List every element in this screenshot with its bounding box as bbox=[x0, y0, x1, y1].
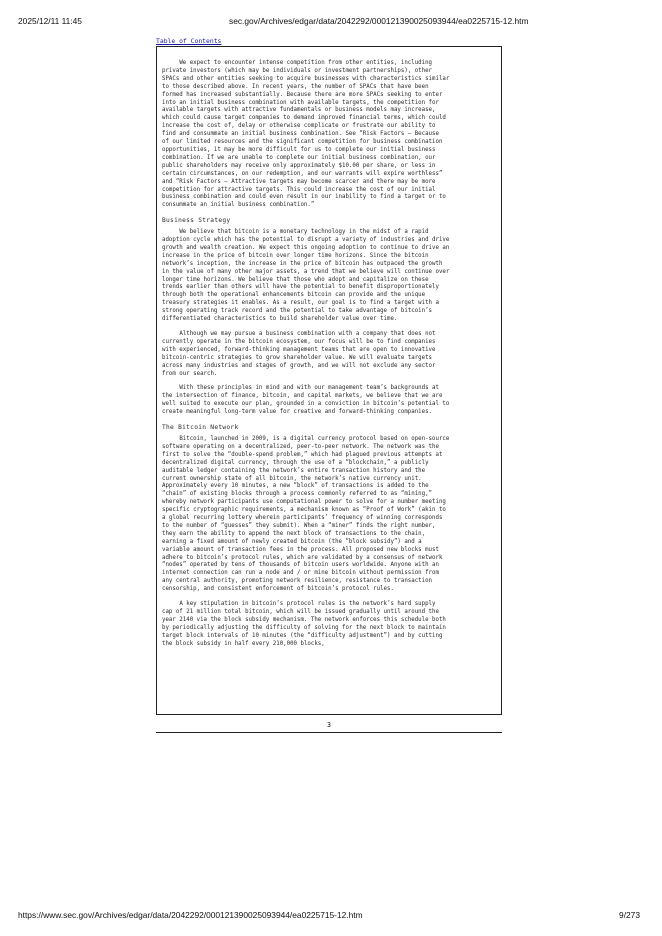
paragraph-competition: We expect to encounter intense competition from other entities, including private investors (which may be individuals or investment partnerships), other SPACs and other entities seeking to acquire businesses with characteristics similar to those described above. In recent years, the number of SPACs that have been formed has increased substantially. Because there are more SPACs seeking to enter into an initial business combination with available targets, the competition for available targets with attractive fundamentals or business models may increase, which could cause target companies to demand improved financial terms, which could increase the cost of, delay or otherwise complicate or frustrate our ability to find and consummate an initial business combination. See “Risk Factors — Because of our limited resources and the significant competition for business combination opportunities, it may be more difficult for us to complete our initial business combination. If we are unable to complete our initial business combination, our public shareholders may receive only approximately $10.00 per share, or less in certain circumstances, on our redemption, and our warrants will expire worthless” and “Risk Factors — Attractive targets may become scarcer and there may be more competition for attractive targets. This could increase the cost of our initial business combination and could even result in our inability to find a target or to consummate an initial business combination.” bbox=[162, 60, 450, 209]
document-page bbox=[156, 46, 502, 715]
paragraph-target-focus: Although we may pursue a business combination with a company that does not currently operate in the bitcoin ecosystem, our focus will be to find companies with experienced, forward-thinking management teams that are open to innovative bitcoin-centric strategies to grow shareholder value. We will evaluate targets across many industries and stages of growth, and we will not exclude any sector from our search. bbox=[162, 331, 436, 377]
table-of-contents-link[interactable]: Table of Contents bbox=[156, 37, 222, 45]
heading-business-strategy: Business Strategy bbox=[162, 217, 231, 225]
paragraph-principles: With these principles in mind and with our management team’s backgrounds at the intersection of finance, bitcoin, and capital markets, we believe that we are well suited to execute our plan, grounded in a conviction in bitcoin’s potential to create meaningful long-term value for creative and forward-thinking companies. bbox=[162, 385, 450, 416]
paragraph-supply-cap: A key stipulation in bitcoin’s protocol rules is the network’s hard supply cap of 21 million total bitcoin, which will be issued gradually until around the year 2140 via the block subsidy mechanism. The network enforces this schedule both by periodically adjusting the difficulty of solving for the next block to maintain target block intervals of 10 minutes (the “difficulty adjustment”) and by cutting the block subsidy in half every 210,000 blocks, bbox=[162, 601, 446, 647]
paragraph-bitcoin-network: Bitcoin, launched in 2009, is a digital currency protocol based on open-source software operating on a decentralized, peer-to-peer network. The network was the first to solve the “double-spend problem,” which had plagued previous attempts at decentralized digital currency, through the use of a “blockchain,” a publicly auditable ledger containing the network’s entire transaction history and the current ownership state of all bitcoin, the network’s native currency unit. Approximately every 10 minutes, a new “block” of transactions is added to the “chain” of existing blocks through a process commonly referred to as “mining,” whereby network participants use computational power to solve for a number meeting specific cryptographic requirements, a mechanism known as “Proof of Work” (akin to a global recurring lottery wherein participants’ frequency of winning corresponds to the number of “guesses” they submit). When a “miner” finds the right number, they earn the ability to append the next block of transactions to the chain, earning a fixed amount of newly created bitcoin (the “block subsidy”) and a variable amount of transaction fees in the process. All proposed new blocks must adhere to bitcoin’s protocol rules, which are validated by a consensus of network “nodes” operated by tens of thousands of bitcoin users worldwide. Anyone with an internet connection can run a node and / or mine bitcoin without permission from any central authority, promoting network resilience, resistance to transaction censorship, and consistent enforcement of bitcoin’s protocol rules. bbox=[162, 435, 450, 593]
page-divider bbox=[156, 732, 502, 733]
print-page-count: 9/273 bbox=[619, 910, 640, 920]
print-datetime: 2025/12/11 11:45 bbox=[18, 16, 82, 26]
heading-bitcoin-network: The Bitcoin Network bbox=[162, 424, 239, 432]
paragraph-bitcoin-adoption: We believe that bitcoin is a monetary technology in the midst of a rapid adoption cycle which has the potential to disrupt a variety of industries and drive growth and wealth creation. We expect this ongoing adoption to continue to drive an increase in the price of bitcoin over longer time horizons. Since the bitcoin network’s inception, the increase in the price of bitcoin has outpaced the growth in the value of many other major assets, a trend that we believe will continue over longer time horizons. We believe that those who adopt and capitalize on these trends earlier than others will have the potential to benefit disproportionately through both the operational enhancements bitcoin can provide and the unique treasury strategies it enables. As a result, our goal is to find a target with a strong operating track record and the potential to take advantage of bitcoin’s differentiated characteristics to build shareholder value over time. bbox=[162, 229, 450, 323]
page-number: 3 bbox=[327, 721, 331, 729]
print-page-title: sec.gov/Archives/edgar/data/2042292/000121390025093944/ea0225715-12.htm bbox=[229, 16, 529, 26]
print-url: https://www.sec.gov/Archives/edgar/data/2042292/000121390025093944/ea0225715-12.htm bbox=[18, 910, 363, 920]
